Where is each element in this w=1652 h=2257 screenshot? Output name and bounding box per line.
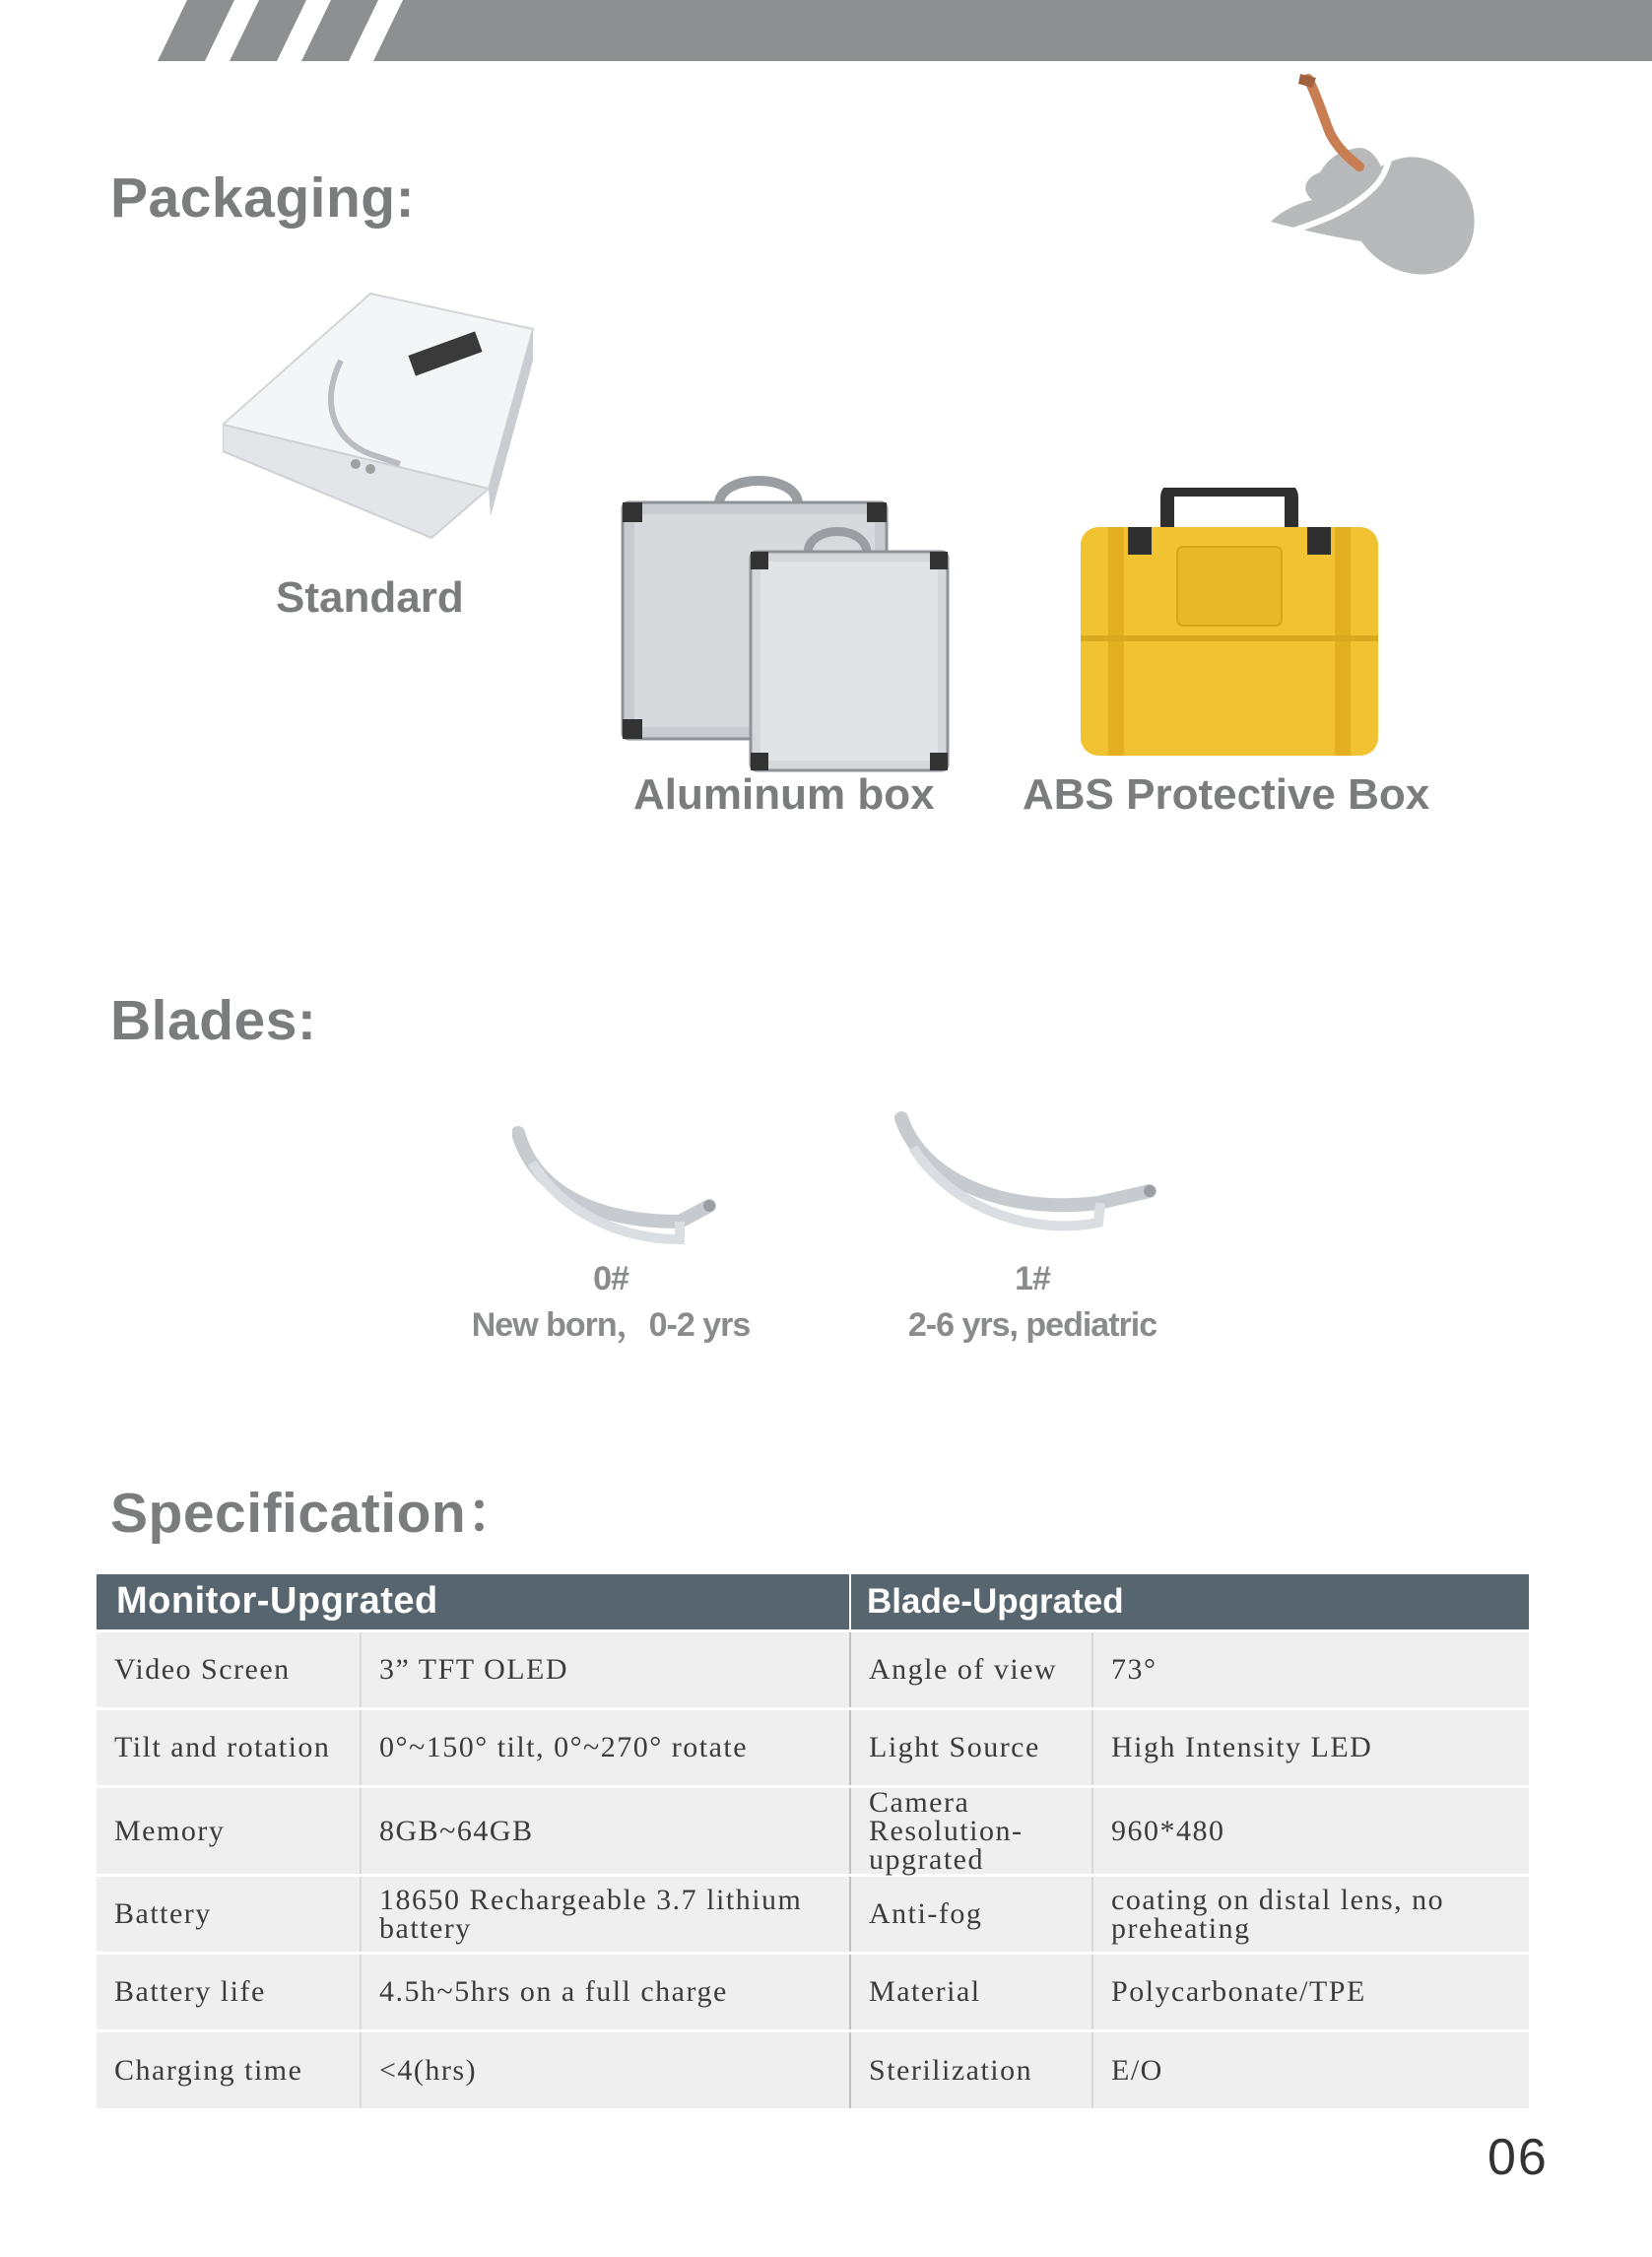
blade-spec-value: High Intensity LED (1092, 1708, 1529, 1786)
laryngoscope-head-illustration (1251, 64, 1487, 320)
table-row (97, 1708, 1529, 1786)
monitor-spec-label: Tilt and rotation (97, 1708, 361, 1786)
monitor-spec-label: Video Screen (97, 1630, 361, 1708)
monitor-spec-value: 18650 Rechargeable 3.7 lithium battery (361, 1875, 850, 1953)
blade-0-size: 0# (593, 1260, 628, 1297)
blade-spec-value: coating on distal lens, no preheating (1092, 1875, 1529, 1953)
packaging-label-standard: Standard (276, 573, 464, 622)
blade-spec-value: Polycarbonate/TPE (1092, 1953, 1529, 2030)
specification-title: Specification： (110, 1482, 523, 1545)
blade-spec-label: Anti-fog (850, 1875, 1092, 1953)
packaging-label-aluminum: Aluminum box (633, 770, 935, 819)
monitor-spec-value: 8GB~64GB (361, 1786, 850, 1875)
blade-spec-label: Sterilization (850, 2030, 1092, 2108)
abs-protective-box-image (1079, 488, 1380, 759)
header-band (0, 0, 1652, 61)
blade-spec-label: Camera Resolution-upgrated (850, 1786, 1092, 1875)
blade-spec-label: Material (850, 1953, 1092, 2030)
table-row (97, 1953, 1529, 2030)
monitor-spec-label: Battery (97, 1875, 361, 1953)
blade-spec-value: 73° (1092, 1630, 1529, 1708)
blades-title: Blades: (110, 989, 317, 1052)
table-header-row (97, 1574, 1529, 1630)
packaging-label-abs: ABS Protective Box (1023, 770, 1430, 819)
standard-box-image (223, 292, 538, 548)
monitor-spec-value: 4.5h~5hrs on a full charge (361, 1953, 850, 2030)
blade-spec-value: 960*480 (1092, 1786, 1529, 1875)
table-row (97, 1875, 1529, 1953)
monitor-spec-value: 0°~150° tilt, 0°~270° rotate (361, 1708, 850, 1786)
table-row (97, 2030, 1529, 2108)
blade-1-image (892, 1108, 1157, 1256)
table-row (97, 1786, 1529, 1875)
blade-header: Blade-Upgrated (850, 1574, 1529, 1630)
page-number: 06 (1487, 2129, 1549, 2186)
blade-spec-label: Angle of view (850, 1630, 1092, 1708)
table-row (97, 1630, 1529, 1708)
specification-table (97, 1574, 1529, 2108)
monitor-spec-label: Charging time (97, 2030, 361, 2108)
aluminum-box-image (621, 463, 952, 776)
packaging-title: Packaging: (110, 166, 416, 230)
blade-1-size: 1# (1015, 1260, 1050, 1297)
blade-spec-value: E/O (1092, 2030, 1529, 2108)
blade-0-description: New born，0-2 yrs (471, 1306, 751, 1344)
monitor-spec-value: <4(hrs) (361, 2030, 850, 2108)
monitor-spec-value: 3” TFT OLED (361, 1630, 850, 1708)
monitor-header: Monitor-Upgrated (97, 1574, 850, 1630)
monitor-spec-label: Battery life (97, 1953, 361, 2030)
monitor-spec-label: Memory (97, 1786, 361, 1875)
blade-0-image (512, 1123, 719, 1261)
blade-1-description: 2-6 yrs, pediatric (907, 1306, 1157, 1344)
blade-spec-label: Light Source (850, 1708, 1092, 1786)
